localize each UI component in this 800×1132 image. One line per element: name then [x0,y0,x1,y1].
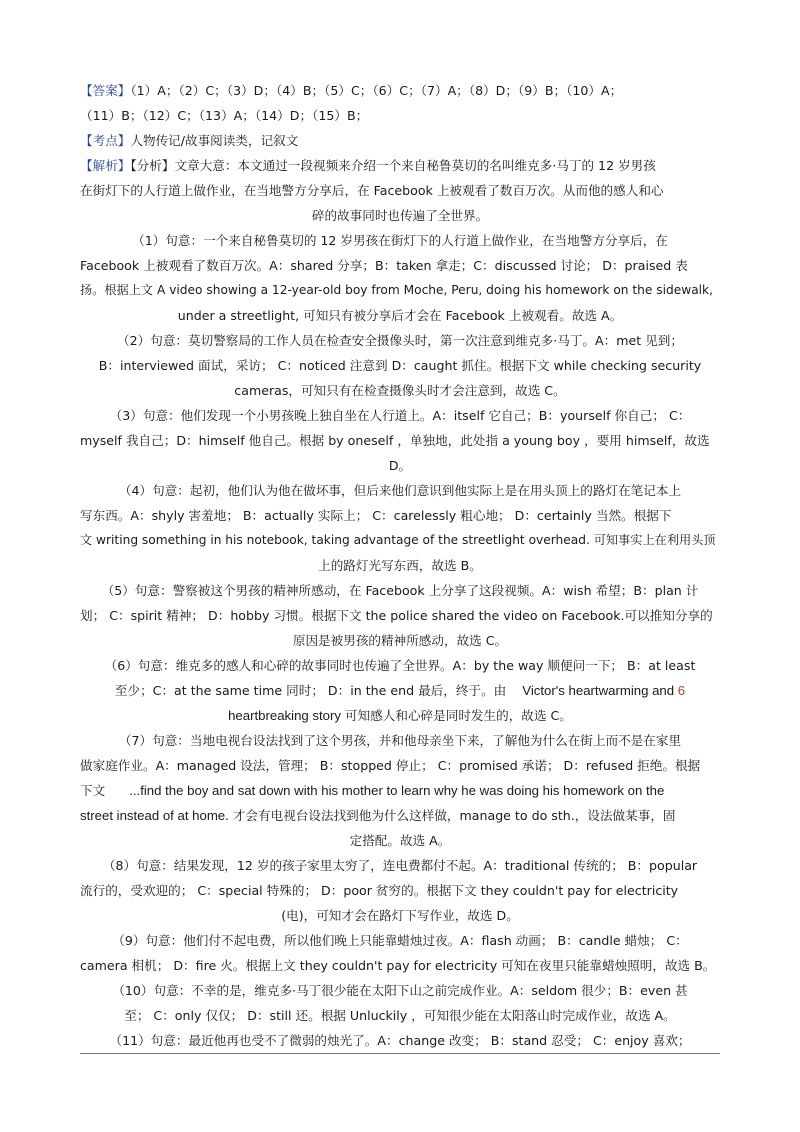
q2-line-1: （2）句意：莫切警察局的工作人员在检查安全摄像头时，第一次注意到维克多·马丁。A：met 见到； [117,333,683,348]
q6-line-2: 至少；C：at the same time 同时； D：in the end 最后，终于。由 Victor's heartwarming and 6 [114,683,686,698]
q2-line-3: cameras，可知只有在检查摄像头时才会注意到，故选 C。 [234,383,566,398]
q1-line-3: 扬。根据上文 A video showing a 12-year-old boy from Moche, Peru, doing his homework on the sidewalk, [80,283,713,297]
page-divider [80,1053,720,1054]
q6-line-1: （6）句意：维克多的感人和心碎的故事同时也传遍了全世界。A：by the way 顺便问一下； B：at least [104,658,696,673]
q7-line-4: street instead of at home. 才会有电视台设法找到他为什么这样做，manage to do sth.，设法做某事，固 [80,808,676,823]
q10-line-2: 至； C：only 仅仅； D：still 还。根据 Unluckily ，可知很少能在太阳落山时完成作业，故选 A。 [124,1008,676,1023]
q3-line-3: D。 [388,458,412,473]
q7-line-2: 做家庭作业。A：managed 设法，管理； B：stopped 停止； C：promised 承诺； D：refused 拒绝。根据 [80,758,701,773]
answer-line-1: 【答案】（1）A；（2）C；（3）D；（4）B；（5）C；（6）C；（7）A；（8）D；（9）B；（10）A； [80,83,623,98]
q1-line-2: Facebook 上被观看了数百万次。A：shared 分享；B：taken 拿走；C：discussed 讨论； D：praised 表 [80,258,688,273]
q5-line-2: 划； C：spirit 精神； D：hobby 习惯。根据下文 the police shared the video on Facebook.可以推知分享的 [80,608,713,623]
q6-line-3: heartbreaking story 可知感人和心碎是同时发生的，故选 C。 [228,708,572,723]
q9-line-2: camera 相机； D：fire 火。根据上文 they couldn't pay for electricity 可知在夜里只能靠蜡烛照明，故选 B。 [80,958,716,973]
q4-line-1: （4）句意：起初，他们认为他在做坏事，但后来他们意识到他实际上是在用头顶上的路灯在笔记本上 [118,483,682,498]
q1-line-1: （1）句意：一个来自秘鲁莫切的 12 岁男孩在街灯下的人行道上做作业，在当地警方分享后，在 [132,233,668,248]
q4-line-2: 写东西。A：shyly 害羞地； B：actually 实际上； C：carelessly 粗心地； D：certainly 当然。根据下 [80,508,672,523]
q7-line-3: 下文 ...find the boy and sat down with his mother to learn why he was doing his homework on the [80,783,665,798]
answer-line-2: （11）B；（12）C；（13）A；（14）D；（15）B； [80,108,369,123]
q5-line-1: （5）句意：警察被这个男孩的精神所感动，在 Facebook 上分享了这段视频。A：wish 希望；B：plan 计 [101,583,699,598]
q2-line-2: B：interviewed 面试，采访； C：noticed 注意到 D：caught 抓住。根据下文 while checking security [98,358,702,373]
q8-line-2: 流行的，受欢迎的； C：special 特殊的； D：poor 贫穷的。根据下文 they couldn't pay for electricity [80,883,679,898]
q11-line-1: （11）句意：最近他再也受不了微弱的烛光了。A：change 改变； B：stand 忍受； C：enjoy 喜欢； [109,1033,691,1048]
kaodian-line: 【考点】人物传记/故事阅读类，记叙文 [80,133,299,148]
q4-line-3: 文 writing something in his notebook, taking advantage of the streetlight overhead. 可知事实上在利用头顶 [80,533,716,547]
q7-line-1: （7）句意：当地电视台设法找到了这个男孩，并和他母亲坐下来，了解他为什么在街上而不是在家里 [118,733,682,748]
answer-tag: 【答案】 [80,83,131,98]
q8-line-3: (电)，可知才会在路灯下写作业，故选 D。 [281,908,519,923]
q5-line-3: 原因是被男孩的精神所感动，故选 C。 [292,633,508,648]
document-page [80,78,720,1053]
q4-line-4: 上的路灯光写东西，故选 B。 [318,558,482,573]
q3-line-1: （3）句意：他们发现一个小男孩晚上独自坐在人行道上。A：itself 它自己；B：yourself 你自己； C： [109,408,691,423]
jiexi-line-1: 【解析】【分析】文章大意：本文通过一段视频来介绍一个来自秘鲁莫切的名叫维克多·马丁的 12 岁男孩 [80,158,656,173]
q1-line-4: under a streetlight, 可知只有被分享后才会在 Facebook 上被观看。故选 A。 [177,308,623,323]
q7-line-5: 定搭配。故选 A。 [349,833,451,848]
q3-line-2: myself 我自己；D：himself 他自己。根据 by oneself ，单独地，此处指 a young boy ，要用 himself，故选 [80,433,710,448]
q10-line-1: （10）句意：不幸的是，维克多·马丁很少能在太阳下山之前完成作业。A：seldom 很少；B：even 甚 [112,983,688,998]
page-number: 6 [677,683,686,698]
q9-line-1: （9）句意：他们付不起电费，所以他们晚上只能靠蜡烛过夜。A：flash 动画； B：candle 蜡烛； C： [112,933,688,948]
kaodian-tag: 【考点】 [80,133,131,148]
jiexi-tag: 【解析】 [80,158,131,173]
jiexi-line-2: 在街灯下的人行道上做作业，在当地警方分享后，在 Facebook 上被观看了数百万次。从而他的感人和心 [80,183,664,198]
q8-line-1: （8）句意：结果发现，12 岁的孩子家里太穷了，连电费都付不起。A：traditional 传统的； B：popular [102,858,698,873]
jiexi-line-3: 碎的故事同时也传遍了全世界。 [311,208,489,223]
